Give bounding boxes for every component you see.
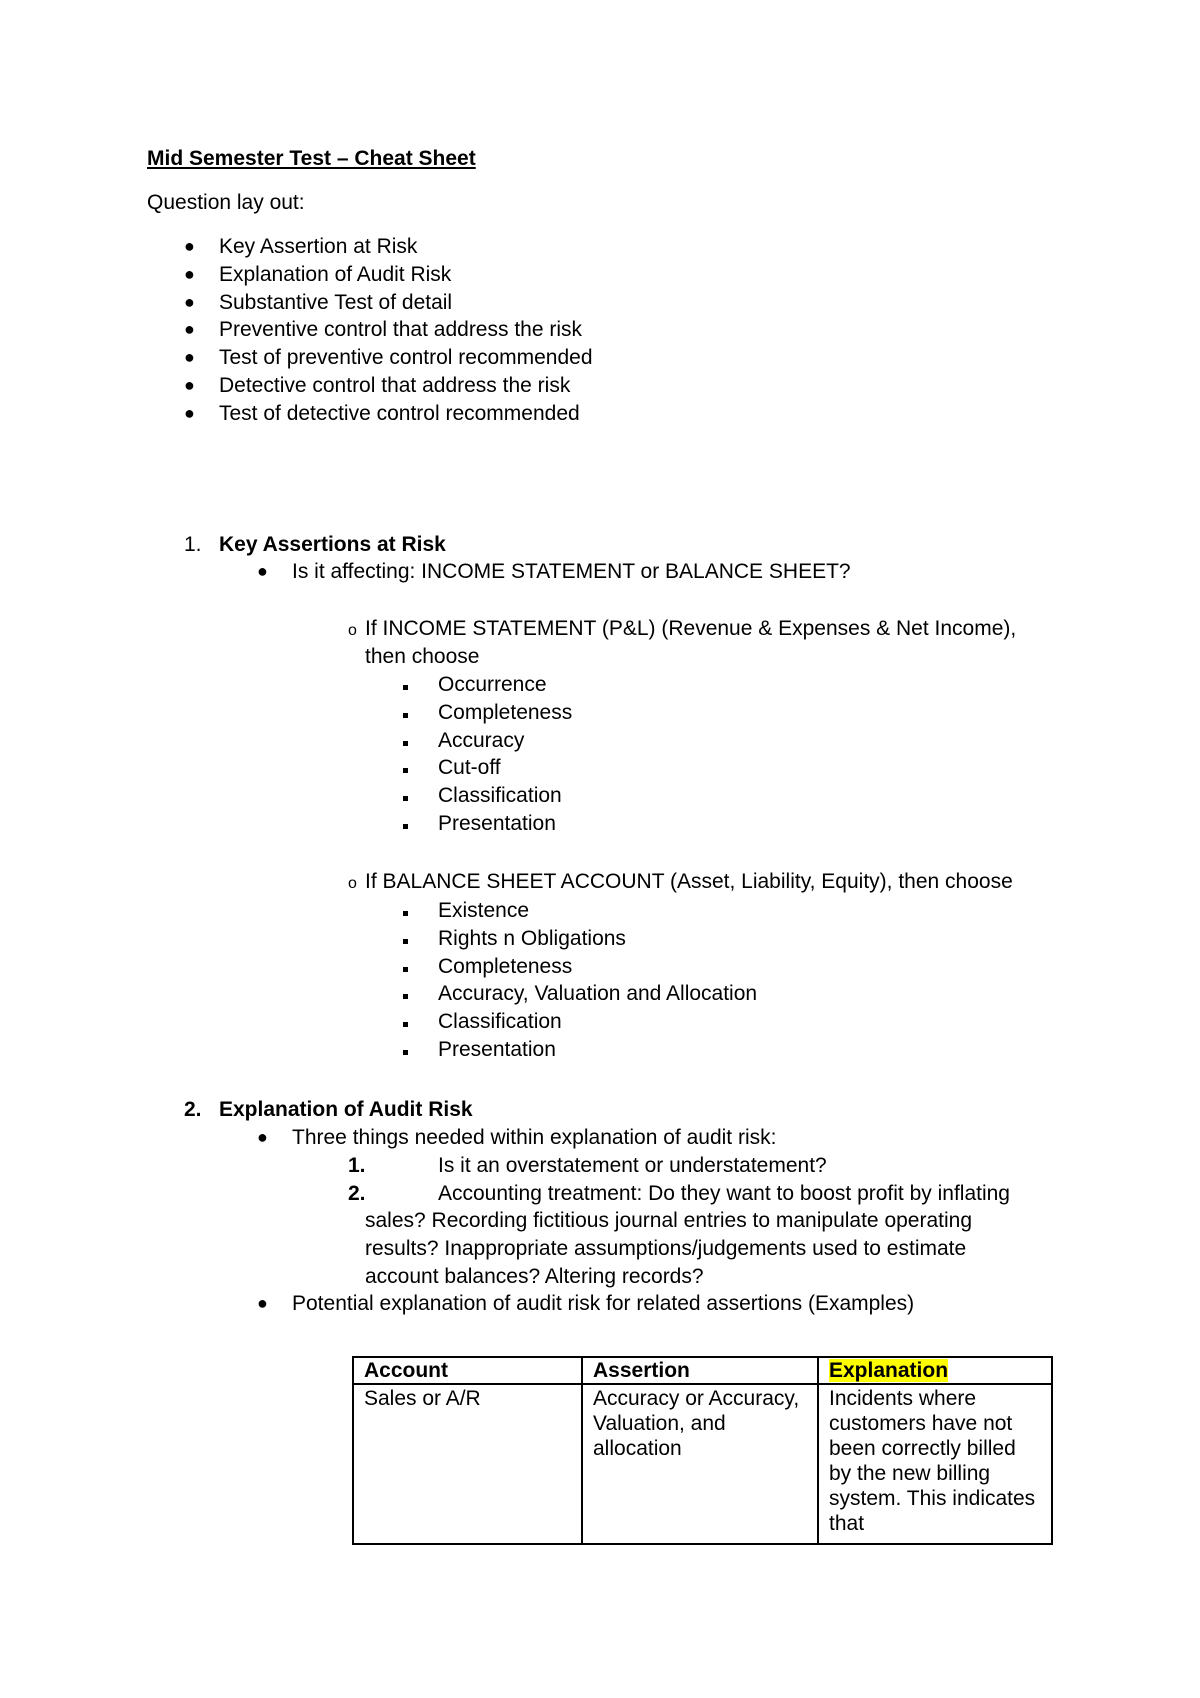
numbered-item-number: 1. [348, 1154, 366, 1177]
circle-bullet-icon: o [348, 622, 357, 639]
list-item: Explanation of Audit Risk [219, 263, 452, 286]
bullet-icon: ● [184, 292, 195, 312]
list-item: Test of detective control recommended [219, 402, 580, 425]
section2-bullet2: Potential explanation of audit risk for related assertions (Examples) [292, 1292, 915, 1315]
balance-sheet-line: If BALANCE SHEET ACCOUNT (Asset, Liability, Equity), then choose [365, 870, 1013, 893]
numbered-item-text: Is it an overstatement or understatement? [438, 1154, 827, 1177]
document-title: Mid Semester Test – Cheat Sheet [147, 147, 476, 170]
bullet-icon: ● [184, 375, 195, 395]
list-item: Test of preventive control recommended [219, 346, 593, 369]
square-bullet-icon [403, 1050, 408, 1055]
list-item: Classification [438, 1010, 562, 1033]
table-cell-account: Sales or A/R [353, 1384, 582, 1544]
square-bullet-icon [403, 796, 408, 801]
square-bullet-icon [403, 824, 408, 829]
square-bullet-icon [403, 713, 408, 718]
table-cell-assertion: Accuracy or Accuracy, Valuation, and allocation [582, 1384, 818, 1544]
list-item: Classification [438, 784, 562, 807]
section2-heading: Explanation of Audit Risk [219, 1098, 473, 1121]
list-item: Cut-off [438, 756, 501, 779]
list-item: Detective control that address the risk [219, 374, 571, 397]
table-cell-explanation: Incidents where customers have not been correctly billed by the new billing system. This indicates that [818, 1384, 1052, 1544]
bullet-icon: ● [184, 403, 195, 423]
bullet-icon: ● [184, 319, 195, 339]
list-item: Key Assertion at Risk [219, 235, 418, 258]
section1-question: Is it affecting: INCOME STATEMENT or BALANCE SHEET? [292, 560, 851, 583]
list-item: Completeness [438, 701, 573, 724]
section1-number: 1. [184, 533, 202, 556]
bullet-icon: ● [184, 264, 195, 284]
bullet-icon: ● [184, 347, 195, 367]
list-item: Presentation [438, 1038, 556, 1061]
list-item: Preventive control that address the risk [219, 318, 583, 341]
list-item: Rights n Obligations [438, 927, 626, 950]
income-statement-line1: If INCOME STATEMENT (P&L) (Revenue & Expenses & Net Income), [365, 617, 1017, 640]
section1-heading: Key Assertions at Risk [219, 533, 446, 556]
table-header-row [353, 1357, 1052, 1384]
highlighted-text: Explanation [829, 1359, 949, 1382]
table-row [353, 1384, 1052, 1544]
circle-bullet-icon: o [348, 875, 357, 892]
numbered-item-text: sales? Recording fictitious journal entries to manipulate operating [365, 1209, 973, 1232]
square-bullet-icon [403, 1022, 408, 1027]
square-bullet-icon [403, 994, 408, 999]
section2-bullet1: Three things needed within explanation of audit risk: [292, 1126, 777, 1149]
square-bullet-icon [403, 911, 408, 916]
square-bullet-icon [403, 685, 408, 690]
bullet-icon: ● [257, 1127, 268, 1147]
list-item: Substantive Test of detail [219, 291, 453, 314]
intro-label: Question lay out: [147, 191, 305, 214]
numbered-item-text: account balances? Altering records? [365, 1265, 704, 1288]
list-item: Completeness [438, 955, 573, 978]
table-header-explanation [818, 1357, 1052, 1384]
list-item: Existence [438, 899, 530, 922]
income-statement-line2: then choose [365, 645, 480, 668]
list-item: Accuracy [438, 729, 525, 752]
square-bullet-icon [403, 967, 408, 972]
table-header-assertion: Assertion [582, 1357, 818, 1384]
list-item: Occurrence [438, 673, 547, 696]
table-header-account: Account [353, 1357, 582, 1384]
numbered-item-text: Accounting treatment: Do they want to boost profit by inflating [438, 1182, 1010, 1205]
square-bullet-icon [403, 768, 408, 773]
square-bullet-icon [403, 741, 408, 746]
numbered-item-number: 2. [348, 1182, 366, 1205]
square-bullet-icon [403, 939, 408, 944]
bullet-icon: ● [257, 561, 268, 581]
audit-risk-table [352, 1356, 1053, 1545]
section2-number: 2. [184, 1098, 202, 1121]
bullet-icon: ● [257, 1293, 268, 1313]
list-item: Presentation [438, 812, 556, 835]
numbered-item-text: results? Inappropriate assumptions/judgements used to estimate [365, 1237, 967, 1260]
bullet-icon: ● [184, 236, 195, 256]
list-item: Accuracy, Valuation and Allocation [438, 982, 758, 1005]
